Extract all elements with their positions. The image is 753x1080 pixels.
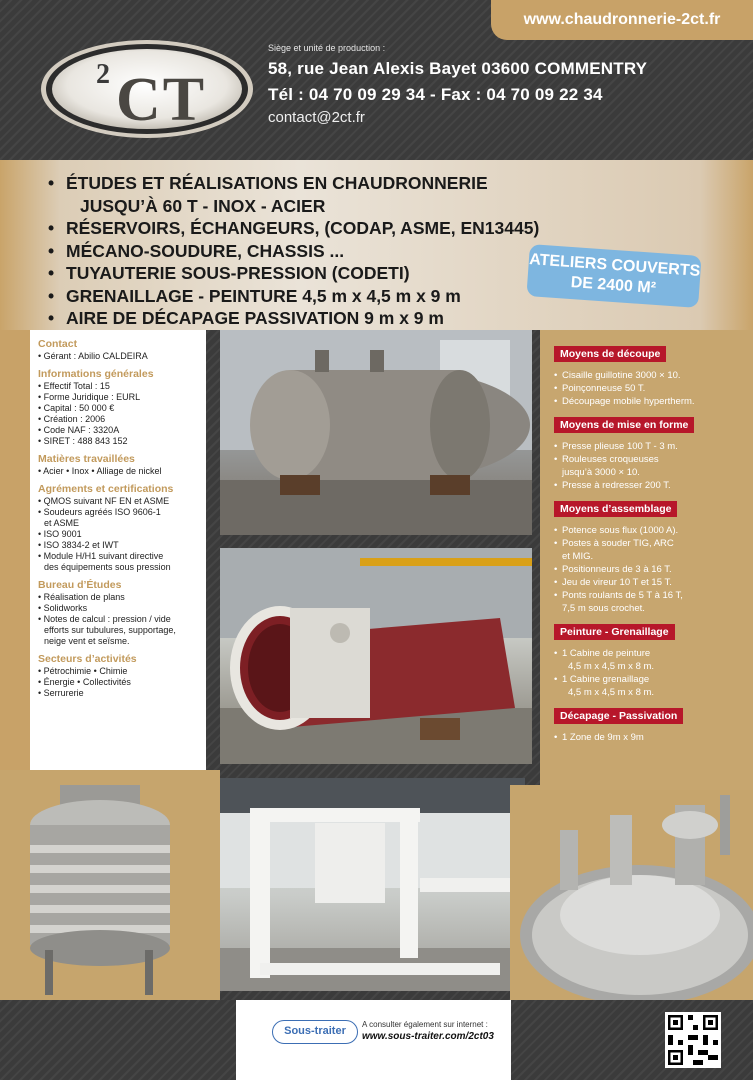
info-line: • Création : 2006 — [38, 414, 106, 424]
bullet-icon: • — [48, 173, 55, 193]
equipment-item: • Rouleuses croqueuses — [554, 454, 659, 465]
equipment-item: 4,5 m x 4,5 m x 8 m. — [568, 687, 655, 698]
bureau-line: • Notes de calcul : pression / vide — [38, 614, 171, 624]
photo-steel-tank — [220, 330, 532, 535]
secteur-line: • Pétrochimie • Chimie — [38, 666, 128, 676]
badge-line: DE 2400 M² — [570, 274, 657, 297]
services-list — [48, 172, 539, 330]
secteurs-title: Secteurs d’activités — [38, 653, 137, 665]
svg-text:2: 2 — [96, 59, 110, 90]
equipment-item: • Cisaille guillotine 3000 × 10. — [554, 370, 681, 381]
svg-text:CT: CT — [116, 66, 207, 134]
materials-line: • Acier • Inox • Alliage de nickel — [38, 466, 162, 476]
equipment-item: • Découpage mobile hypertherm. — [554, 396, 695, 407]
service-item: • AIRE DE DÉCAPAGE PASSIVATION 9 m x 9 m — [48, 308, 444, 328]
equipment-item: • Positionneurs de 3 à 16 T. — [554, 564, 672, 575]
bureau-line: • Solidworks — [38, 603, 88, 613]
photo-dome-head — [510, 785, 753, 1010]
equipment-item: • Presse plieuse 100 T - 3 m. — [554, 441, 678, 452]
services-band — [0, 160, 753, 330]
equipment-item: • Presse à redresser 200 T. — [554, 480, 671, 491]
info-title: Informations générales — [38, 368, 154, 380]
equipment-group — [554, 346, 745, 408]
equipment-item: 4,5 m x 4,5 m x 8 m. — [568, 661, 655, 672]
mise-en-forme-title: Moyens de mise en forme — [554, 417, 694, 433]
bureau-line: efforts sur tubulures, supportage, — [44, 625, 176, 635]
sous-traiter-logo[interactable]: Sous-traiter — [272, 1020, 358, 1044]
materials-title: Matières travaillées — [38, 453, 135, 465]
equipment-item: • Jeu de vireur 10 T et 15 T. — [554, 577, 672, 588]
photo-steel-reactor — [0, 770, 220, 1000]
consult-url-link[interactable]: www.sous-traiter.com/2ct03 — [362, 1031, 494, 1042]
service-item: JUSQU’À 60 T - INOX - ACIER — [80, 195, 326, 216]
equipment-item: • Potence sous flux (1000 A). — [554, 525, 679, 536]
bullet-icon: • — [48, 285, 55, 306]
email-link[interactable]: contact@2ct.fr — [268, 109, 365, 126]
info-line: • Effectif Total : 15 — [38, 381, 110, 391]
equipment-item: et MIG. — [562, 551, 594, 562]
agrement-line: • QMOS suivant NF EN et ASME — [38, 496, 170, 506]
bullet-icon: • — [48, 240, 55, 261]
bullet-icon: • — [48, 308, 55, 328]
bullet-icon: • — [48, 263, 55, 283]
agrement-line: • Soudeurs agréés ISO 9606-1 — [38, 507, 161, 517]
photo-red-heat-exchanger — [220, 548, 532, 764]
decoupe-title: Moyens de découpe — [554, 346, 666, 362]
info-line: • SIRET : 488 843 152 — [38, 436, 128, 446]
equipment-item: • Poinçonneuse 50 T. — [554, 383, 646, 394]
address: 58, rue Jean Alexis Bayet 03600 COMMENTRY — [268, 59, 648, 78]
secteur-line: • Énergie • Collectivités — [38, 677, 131, 687]
info-line: • Capital : 50 000 € — [38, 403, 115, 413]
phone-fax: Tél : 04 70 09 29 34 - Fax : 04 70 09 22 34 — [268, 85, 603, 104]
left-gold-strip — [0, 330, 30, 770]
agrements-title: Agréments et certifications — [38, 483, 174, 495]
equipment-item: 7,5 m sous crochet. — [562, 603, 645, 614]
equipment-item: • Ponts roulants de 5 T à 16 T, — [554, 590, 683, 601]
company-info-panel — [30, 330, 206, 770]
info-line: • Forme Juridique : EURL — [38, 392, 141, 402]
secteur-line: • Serrurerie — [38, 688, 84, 698]
equipment-group — [554, 501, 745, 615]
service-item: • MÉCANO-SOUDURE, CHASSIS ... — [48, 240, 345, 261]
service-item: • TUYAUTERIE SOUS-PRESSION (CODETI) — [48, 263, 410, 283]
equipment-item: jusqu’à 3000 × 10. — [562, 467, 640, 478]
contact-title: Contact — [38, 338, 78, 350]
agrement-line: • ISO 9001 — [38, 529, 82, 539]
agrement-line: • Module H/H1 suivant directive — [38, 551, 164, 561]
decapage-title: Décapage - Passivation — [554, 708, 683, 724]
equipment-group — [554, 708, 745, 744]
agrement-line: des équipements sous pression — [44, 562, 171, 572]
bullet-icon: • — [48, 218, 55, 238]
badge-line: ATELIERS COUVERTS — [528, 251, 701, 280]
bureau-title: Bureau d’Études — [38, 579, 122, 591]
equipment-item: • 1 Cabine de peinture — [554, 648, 651, 659]
qr-code-icon[interactable] — [665, 1012, 721, 1068]
consult-label: A consulter également sur internet : — [362, 1020, 488, 1029]
company-logo — [38, 38, 256, 140]
assemblage-title: Moyens d’assemblage — [554, 501, 677, 517]
bureau-line: • Réalisation de plans — [38, 592, 125, 602]
peinture-title: Peinture - Grenaillage — [554, 624, 675, 640]
equipment-group — [554, 417, 745, 492]
equipment-item: • Postes à souder TIG, ARC — [554, 538, 674, 549]
service-item: • RÉSERVOIRS, ÉCHANGEURS, (CODAP, ASME, EN13445) — [48, 218, 540, 238]
website-link[interactable]: www.chaudronnerie-2ct.fr — [491, 0, 753, 40]
service-item: • ÉTUDES ET RÉALISATIONS EN CHAUDRONNERIE — [48, 173, 488, 193]
contact-line: • Gérant : Abilio CALDEIRA — [38, 351, 148, 361]
hq-label: Siège et unité de production : — [268, 43, 386, 53]
agrement-line: et ASME — [44, 518, 80, 528]
bureau-line: neige vent et seïsme. — [44, 636, 130, 646]
info-line: • Code NAF : 3320A — [38, 425, 120, 435]
service-item: • GRENAILLAGE - PEINTURE 4,5 m x 4,5 m x 9 m — [48, 285, 461, 306]
equipment-group — [554, 624, 745, 699]
photo-white-frame — [220, 778, 525, 991]
equipment-panel — [540, 330, 753, 790]
equipment-item: • 1 Cabine grenaillage — [554, 674, 650, 685]
agrement-line: • ISO 3834-2 et IWT — [38, 540, 119, 550]
equipment-item: • 1 Zone de 9m x 9m — [554, 732, 644, 743]
